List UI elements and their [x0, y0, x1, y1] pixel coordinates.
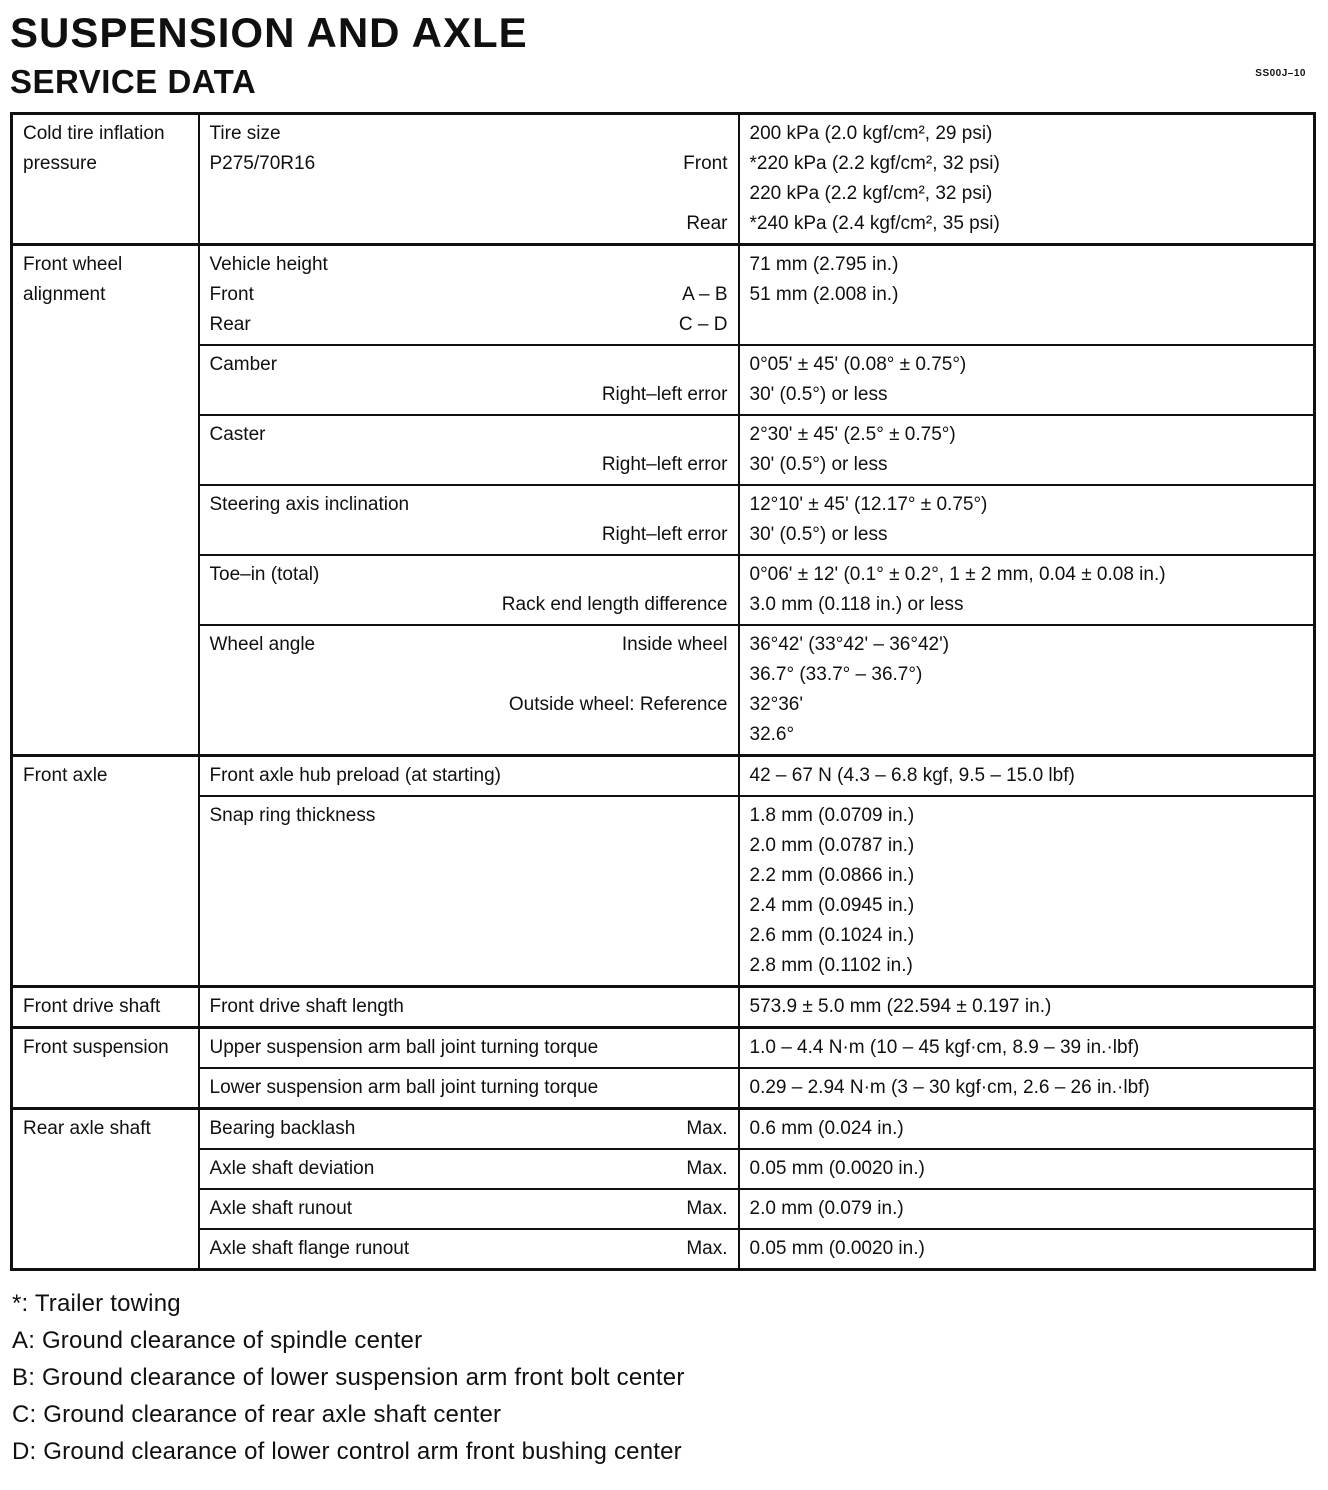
snap-ring-value-5: 2.6 mm (0.1024 in.): [749, 925, 915, 947]
footnotes: [10, 1285, 1316, 1470]
tire-pressure-front: 200 kPa (2.0 kgf/cm², 29 psi): [749, 123, 993, 145]
snap-ring-value-1: 1.8 mm (0.0709 in.): [749, 805, 915, 827]
row-toe-in: [12, 555, 1315, 625]
tire-size-label: Tire size: [209, 123, 281, 145]
camber-sub-value: 30' (0.5°) or less: [749, 384, 888, 406]
wheel-angle-inside-row: [210, 630, 728, 660]
flange-runout-cell: [199, 1229, 739, 1270]
caster-value: 2°30' ± 45' (2.5° ± 0.75°): [749, 424, 956, 446]
tire-pressure-front-towing: *220 kPa (2.2 kgf/cm², 32 psi): [749, 153, 1000, 175]
category-front-wheel-alignment: Front wheel alignment: [12, 245, 199, 756]
lower-arm-torque-label: Lower suspension arm ball joint turning torque: [199, 1068, 739, 1109]
caster-values: [739, 415, 1315, 485]
caster-cell: [199, 415, 739, 485]
front-label: Front: [683, 153, 728, 175]
row-axle-shaft-runout: [12, 1189, 1315, 1229]
toe-value: 0°06' ± 12' (0.1° ± 0.2°, 1 ± 2 mm, 0.04 ± 0.08 in.): [749, 564, 1166, 586]
vh-rear-ref: C – D: [678, 314, 728, 336]
axle-deviation-label: Axle shaft deviation: [209, 1158, 375, 1180]
tire-size-row: [210, 149, 728, 179]
category-front-axle: Front axle: [12, 756, 199, 987]
snap-ring-values: [739, 796, 1315, 987]
footnote-b: B: Ground clearance of lower suspension arm front bolt center: [12, 1364, 685, 1392]
sai-cell: [199, 485, 739, 555]
section-front-drive-shaft: [12, 987, 1315, 1028]
wheel-angle-values: [739, 625, 1315, 756]
vh-front-value: 71 mm (2.795 in.): [749, 254, 899, 276]
wheel-angle-cell: [199, 625, 739, 756]
axle-deviation-max: Max.: [686, 1158, 728, 1180]
caster-sub-label: Right–left error: [601, 454, 728, 476]
service-data-table: [10, 112, 1316, 1271]
vehicle-height-rear-row: [210, 310, 728, 340]
footnote-c: C: Ground clearance of rear axle shaft center: [12, 1401, 502, 1429]
drive-shaft-length-value: 573.9 ± 5.0 mm (22.594 ± 0.197 in.): [739, 987, 1315, 1028]
bearing-backlash-cell: [199, 1109, 739, 1150]
caster-sub-value: 30' (0.5°) or less: [749, 454, 888, 476]
tire-size-value: P275/70R16: [209, 153, 316, 175]
snap-ring-value-2: 2.0 mm (0.0787 in.): [749, 835, 915, 857]
bearing-backlash-value: 0.6 mm (0.024 in.): [739, 1109, 1315, 1150]
lower-arm-torque-value: 0.29 – 2.94 N·m (3 – 30 kgf·cm, 2.6 – 26 in.·lbf): [739, 1068, 1315, 1109]
category-front-suspension: Front suspension: [12, 1028, 199, 1109]
rear-label: Rear: [686, 213, 728, 235]
hub-preload-label: Front axle hub preload (at starting): [199, 756, 739, 797]
outside-wheel-label: Outside wheel: Reference: [508, 694, 728, 716]
category-front-drive-shaft: Front drive shaft: [12, 987, 199, 1028]
section-alignment-vehicle-height: [12, 245, 1315, 346]
tire-pressure-rear: 220 kPa (2.2 kgf/cm², 32 psi): [749, 183, 993, 205]
camber-cell: [199, 345, 739, 415]
tire-size-cell: [199, 114, 739, 245]
row-caster: [12, 415, 1315, 485]
flange-runout-value: 0.05 mm (0.0020 in.): [739, 1229, 1315, 1270]
toe-label: Toe–in (total): [209, 564, 320, 586]
inside-wheel-value-2: 36.7° (33.7° – 36.7°): [749, 664, 923, 686]
section-front-suspension: [12, 1028, 1315, 1069]
camber-label: Camber: [209, 354, 278, 376]
row-axle-shaft-deviation: [12, 1149, 1315, 1189]
category-rear-axle-shaft: Rear axle shaft: [12, 1109, 199, 1270]
bearing-backlash-max: Max.: [686, 1118, 728, 1140]
snap-ring-label: Snap ring thickness: [199, 796, 739, 987]
bearing-backlash-label: Bearing backlash: [209, 1118, 356, 1140]
tire-pressure-values: [739, 114, 1315, 245]
sai-value: 12°10' ± 45' (12.17° ± 0.75°): [749, 494, 988, 516]
toe-sub-value: 3.0 mm (0.118 in.) or less: [749, 594, 964, 616]
camber-value: 0°05' ± 45' (0.08° ± 0.75°): [749, 354, 967, 376]
caster-label: Caster: [209, 424, 266, 446]
doc-code: SS00J–10: [1255, 68, 1306, 79]
page-subtitle: SERVICE DATA: [10, 63, 257, 101]
vh-rear-label: Rear: [209, 314, 251, 336]
section-tire-pressure: [12, 114, 1315, 245]
snap-ring-value-4: 2.4 mm (0.0945 in.): [749, 895, 915, 917]
hub-preload-value: 42 – 67 N (4.3 – 6.8 kgf, 9.5 – 15.0 lbf): [739, 756, 1315, 797]
outside-wheel-value-1: 32°36': [749, 694, 803, 716]
row-axle-flange-runout: [12, 1229, 1315, 1270]
sai-sub-label: Right–left error: [601, 524, 728, 546]
toe-sub-label: Rack end length difference: [501, 594, 728, 616]
footnote-trailer-towing: *: Trailer towing: [12, 1290, 181, 1318]
camber-sub-label: Right–left error: [601, 384, 728, 406]
row-steering-axis-inclination: [12, 485, 1315, 555]
drive-shaft-length-label: Front drive shaft length: [199, 987, 739, 1028]
page-header: [10, 10, 1316, 100]
outside-wheel-value-2: 32.6°: [749, 724, 795, 746]
vehicle-height-label: Vehicle height: [209, 254, 328, 276]
footnote-a: A: Ground clearance of spindle center: [12, 1327, 423, 1355]
toe-values: [739, 555, 1315, 625]
vh-front-label: Front: [209, 284, 254, 306]
axle-runout-label: Axle shaft runout: [209, 1198, 353, 1220]
axle-runout-value: 2.0 mm (0.079 in.): [739, 1189, 1315, 1229]
spacer-line: [210, 179, 728, 209]
upper-arm-torque-label: Upper suspension arm ball joint turning torque: [199, 1028, 739, 1069]
page-title: SUSPENSION AND AXLE: [10, 9, 528, 56]
flange-runout-label: Axle shaft flange runout: [209, 1238, 410, 1260]
snap-ring-value-3: 2.2 mm (0.0866 in.): [749, 865, 915, 887]
snap-ring-value-6: 2.8 mm (0.1102 in.): [749, 955, 913, 977]
axle-deviation-value: 0.05 mm (0.0020 in.): [739, 1149, 1315, 1189]
row-snap-ring: [12, 796, 1315, 987]
vehicle-height-values: [739, 245, 1315, 346]
inside-wheel-label: Inside wheel: [621, 634, 728, 656]
flange-runout-max: Max.: [686, 1238, 728, 1260]
vehicle-height-cell: [199, 245, 739, 346]
category-cold-tire: Cold tire inflation pressure: [12, 114, 199, 245]
camber-values: [739, 345, 1315, 415]
axle-runout-cell: [199, 1189, 739, 1229]
footnote-d: D: Ground clearance of lower control arm front bushing center: [12, 1438, 682, 1466]
sai-values: [739, 485, 1315, 555]
axle-deviation-cell: [199, 1149, 739, 1189]
upper-arm-torque-value: 1.0 – 4.4 N·m (10 – 45 kgf·cm, 8.9 – 39 in.·lbf): [739, 1028, 1315, 1069]
sai-sub-value: 30' (0.5°) or less: [749, 524, 888, 546]
vh-rear-value: 51 mm (2.008 in.): [749, 284, 899, 306]
axle-runout-max: Max.: [686, 1198, 728, 1220]
sai-label: Steering axis inclination: [209, 494, 410, 516]
row-lower-arm-torque: [12, 1068, 1315, 1109]
spacer-line: [210, 660, 728, 690]
tire-pressure-rear-towing: *240 kPa (2.4 kgf/cm², 35 psi): [749, 213, 1000, 235]
section-rear-axle-shaft: [12, 1109, 1315, 1150]
wheel-angle-label: Wheel angle: [209, 634, 316, 656]
row-wheel-angle: [12, 625, 1315, 756]
inside-wheel-value-1: 36°42' (33°42' – 36°42'): [749, 634, 950, 656]
toe-cell: [199, 555, 739, 625]
row-camber: [12, 345, 1315, 415]
vehicle-height-front-row: [210, 280, 728, 310]
section-front-axle: [12, 756, 1315, 797]
vh-front-ref: A – B: [682, 284, 728, 306]
